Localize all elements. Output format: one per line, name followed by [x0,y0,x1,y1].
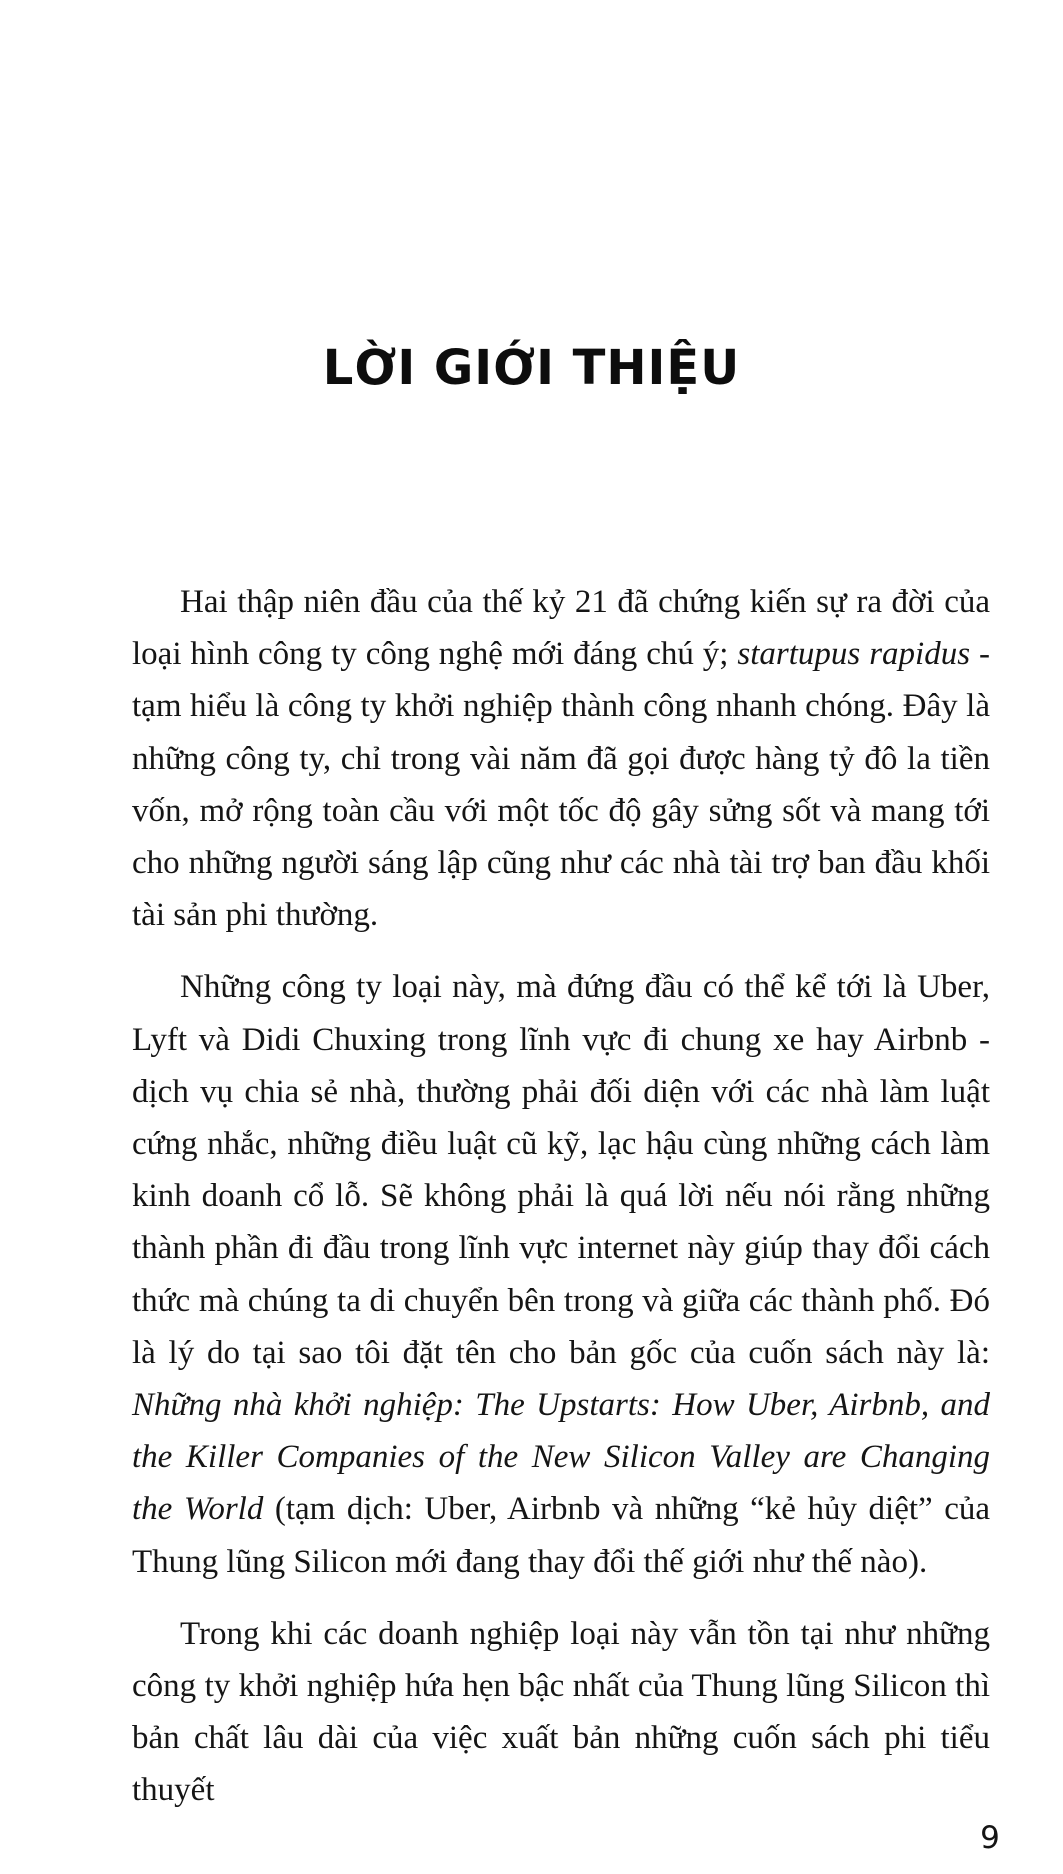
paragraph-text: Những công ty loại này, mà đứng đầu có thể kể tới là Uber, Lyft và Didi Chuxing trong lĩnh vực đi chung xe hay Airbnb - dịch vụ chia sẻ nhà, thường phải đối diện với các nhà làm luật cứng nhắc, những điều luật cũ kỹ, lạc hậu cùng những cách làm kinh doanh cổ lỗ. Sẽ không phải là quá lời nếu nói rằng những thành phần đi đầu trong lĩnh vực internet này giúp thay đổi cách thức mà chúng ta di chuyển bên trong và giữa các thành phố. Đó là lý do tại sao tôi đặt tên cho bản gốc của cuốn sách này là: [132,969,990,1371]
page-number: 9 [980,1820,1000,1856]
body-text [132,576,990,1837]
book-title-italic: Những nhà khởi nghiệp: The Upstarts: How Uber, Airbnb, and the Killer Companies of the New Silicon Valley are Changing the World [132,1387,990,1528]
paragraph-italic-text: startupus rapidus [737,636,971,673]
paragraph-text: Trong khi các doanh nghiệp loại này vẫn tồn tại như những công ty khởi nghiệp hứa hẹn bậc nhất của Thung lũng Silicon thì bản chất lâu dài của việc xuất bản những cuốn sách phi tiểu thuyết [132,1615,990,1809]
chapter-title: LỜI GIỚI THIỆU [322,340,741,396]
paragraph [132,576,990,941]
paragraph-text: (tạm dịch: Uber, Airbnb và những “kẻ hủy diệt” của Thung lũng Silicon mới đang thay đổi thế giới như thế nào). [132,1491,990,1580]
paragraph-text: Hai thập niên đầu của thế kỷ 21 đã chứng kiến sự ra đời của loại hình công ty công nghệ mới đáng chú ý; [132,584,990,673]
paragraph [132,1608,990,1817]
paragraph [132,961,990,1587]
paragraph-text: - tạm hiểu là công ty khởi nghiệp thành công nhanh chóng. Đây là những công ty, chỉ trong vài năm đã gọi được hàng tỷ đô la tiền vốn, mở rộng toàn cầu với một tốc độ gây sửng sốt và mang tới cho những người sáng lập cũng như các nhà tài trợ ban đầu khối tài sản phi thường. [132,636,990,934]
